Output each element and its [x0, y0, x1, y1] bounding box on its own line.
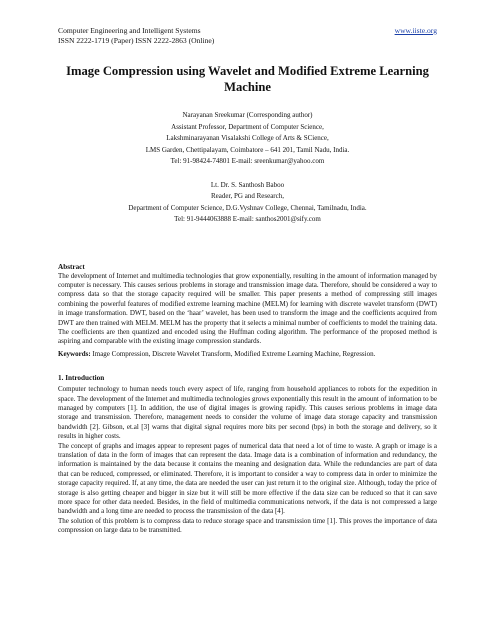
author1-college: Lakshminarayanan Visalakshi College of Arts & SCience, — [166, 134, 329, 142]
author1-position: Assistant Professor, Department of Computer Science, — [171, 122, 324, 131]
running-header — [58, 26, 437, 36]
abstract-text: The development of Internet and multimedia technologies that grow exponentially, resulting in the amount of information managed by computer is necessary. This causes serious problems in storage and transmission image data. Therefore, should be considered a way to compress data so that the storage capacity required will be smaller. This paper presents a method of compressing still images combining the powerful features of modified extreme learning machine (MELM) for learning with discrete wavelet transform (DWT) in image transformation. DWT, based on the ‘haar’ wavelet, has been used to transform the image and the coefficients acquired from DWT are then trained with MELM. MELM has the property that it selects a minimal number of coefficients to model the training data. The coefficients are then quantized and encoded using the Huffman coding algorithm. The performance of the proposed method is aspiring and comparable with the existing image compression standards. — [58, 271, 437, 346]
author2-contact: Tel: 91-9444063888 E-mail: santhos2001@sify.com — [174, 215, 321, 223]
author-block — [58, 110, 437, 226]
author2-name: Lt. Dr. S. Santhosh Baboo — [210, 180, 285, 189]
author2-position: Reader, PG and Research, — [211, 192, 284, 200]
intro-paragraph-3: The solution of this problem is to compress data to reduce storage space and transmission time [1]. This proves the importance of data compression on large data to be transmitted. — [58, 516, 437, 535]
abstract-heading: Abstract — [58, 262, 85, 271]
intro-paragraph-1: Computer technology to human needs touch every aspect of life, ranging from household appliances to robots for the expedition in space. The development of the Internet and multimedia technologies grows exponentially this result in the amount of information to be managed by computers [1]. In addition, the use of digital images is growing rapidly. This causes serious problems in image data storage and transmission. Therefore, management needs to consider the volume of image data storage capacity and transmission bandwidth [2]. Gibson, et.al [3] warns that digital signal requires more bits per second (bps) in both the storage and delivery, so it results in higher costs. — [58, 385, 437, 441]
author1-address: LMS Garden, Chettipalayam, Coimbatore – 641 201, Tamil Nadu, India. — [145, 145, 350, 154]
author1-contact: Tel: 91-98424-74801 E-mail: sreenkumar@yahoo.com — [170, 157, 325, 165]
introduction-heading: 1. Introduction — [58, 374, 105, 383]
author2-department: Department of Computer Science, D.G.Vyshnav College, Chennai, Tamilnadu, India. — [128, 203, 367, 212]
keywords-line — [58, 350, 437, 359]
journal-url-link[interactable]: www.iiste.org — [394, 26, 437, 35]
intro-paragraph-2: The concept of graphs and images appear to represent pages of numerical data that need a lot of time to waste. A graph or image is a translation of data in the form of images that can represent the data. Image data is a combination of information and redundancy, the information is maintained by the data because it contains the meaning and designation data. While the redundancies are part of data that can be reduced, compressed, or eliminated. Therefore, it is important to consider a way to compress data in order to minimize the storage capacity required. If, at any time, the data are needed the user can just return it to the original size. Although, today the price of storage is also getting cheaper and bigger in size but it will still be more effective if the data size can be reduced so that it can save more space for other data needed. Besides, in the field of multimedia communications network, if the data is not compressed a large bandwidth and a long time are needed to process the transmission of the data [4]. — [58, 441, 437, 516]
title-line-1: Image Compression using Wavelet and Modified Extreme Learning — [66, 64, 429, 78]
keywords-list: Image Compression, Discrete Wavelet Transform, Modified Extreme Learning Machine, Regression. — [90, 349, 376, 358]
keywords-label: Keywords: — [58, 349, 91, 358]
issn-line: ISSN 2222-1719 (Paper) ISSN 2222-2863 (Online) — [58, 36, 215, 45]
paper-title — [58, 63, 437, 95]
title-line-2: Machine — [224, 80, 271, 94]
journal-name: Computer Engineering and Intelligent Systems — [58, 26, 201, 35]
author1-name: Narayanan Sreekumar (Corresponding author) — [182, 111, 313, 119]
